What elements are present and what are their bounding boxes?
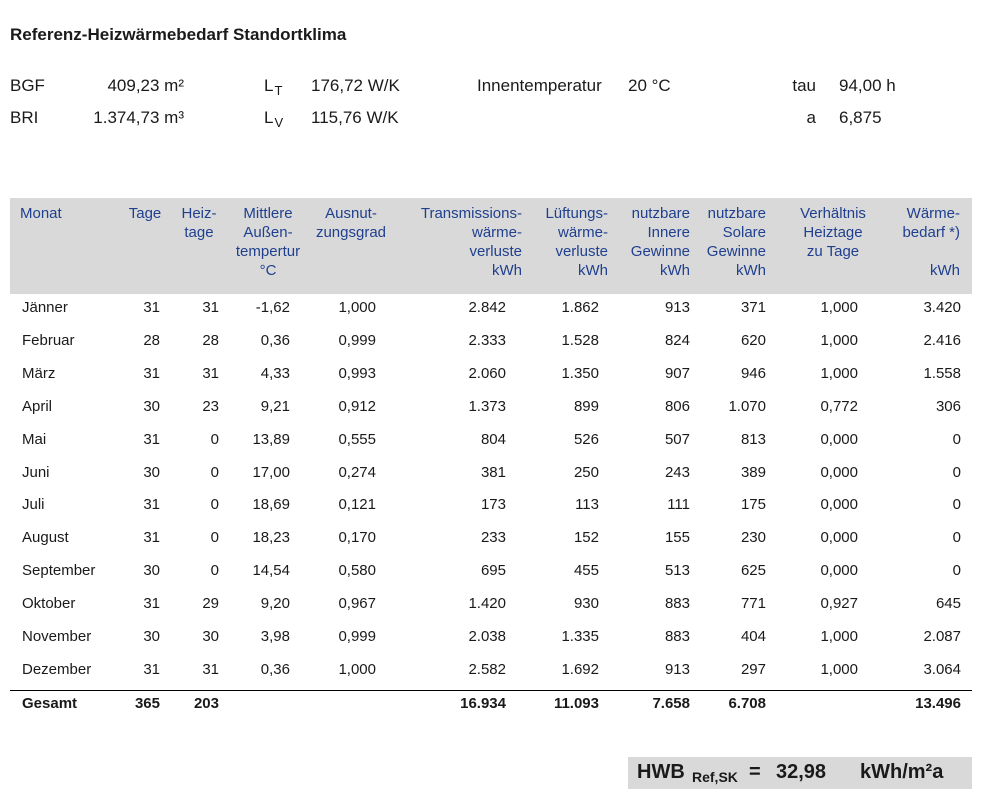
cell-transmission: 2.333	[468, 331, 506, 349]
cell-transmission: 2.060	[468, 364, 506, 382]
cell-lueftung: 1.335	[561, 628, 599, 645]
cell-lueftung: 152	[573, 529, 599, 547]
hwb-label: HWB	[637, 761, 685, 783]
cell-heiztage: 28	[202, 331, 219, 349]
cell-verhaeltnis: 0,000	[820, 562, 858, 580]
cell-ausnutzungsgrad: 0,121	[338, 496, 376, 514]
cell-verhaeltnis: 0,927	[820, 595, 858, 613]
cell-monat: Juni	[22, 463, 50, 481]
cell-ausnutzungsgrad: 0,912	[338, 397, 376, 415]
hwb-value: 32,98	[776, 761, 827, 783]
bgf-label: BGF	[10, 76, 45, 95]
cell-lueftung: 250	[573, 463, 599, 481]
bgf-value: 409,23 m²	[107, 76, 184, 95]
cell-solare-gewinne: 620	[740, 331, 766, 349]
cell-lueftung: 1.692	[561, 660, 599, 678]
column-header-waermebedarf: Wärme- bedarf *) kWh	[902, 205, 960, 279]
cell-tage: 31	[143, 529, 160, 547]
cell-lueftung: 1.528	[561, 331, 599, 349]
cell-solare-gewinne: 1.070	[728, 397, 766, 415]
cell-transmission: 1.373	[468, 397, 506, 415]
lt-label	[264, 76, 282, 96]
column-header-monat: Monat	[20, 205, 62, 222]
table-row	[10, 425, 972, 458]
cell-transmission: 2.038	[468, 628, 506, 645]
table-row	[10, 556, 972, 589]
cell-heiztage: 0	[210, 496, 219, 514]
cell-innere-gewinne: 507	[664, 430, 690, 448]
cell-aussentemperatur: 18,23	[252, 529, 290, 547]
cell-heiztage: 31	[202, 299, 219, 316]
innentemperatur-value: 20 °C	[628, 76, 671, 95]
cell-tage: 31	[143, 595, 160, 613]
table-row	[10, 655, 972, 688]
cell-aussentemperatur: 9,20	[260, 595, 290, 613]
bri-label: BRI	[10, 108, 39, 127]
cell-lueftung: 11.093	[553, 695, 599, 712]
cell-verhaeltnis: 0,000	[820, 463, 858, 481]
cell-waermebedarf: 0	[952, 496, 961, 514]
cell-heiztage: 0	[210, 430, 219, 448]
cell-transmission: 173	[480, 496, 506, 514]
cell-waermebedarf: 0	[952, 430, 961, 448]
cell-solare-gewinne: 771	[740, 595, 766, 613]
cell-ausnutzungsgrad: 0,999	[338, 628, 376, 645]
cell-waermebedarf: 306	[935, 397, 961, 415]
cell-waermebedarf: 3.064	[923, 660, 961, 678]
cell-heiztage: 203	[193, 695, 219, 712]
table-row	[10, 392, 972, 425]
hwb-summary	[628, 757, 972, 789]
cell-innere-gewinne: 883	[664, 595, 690, 613]
column-header-transmission: Transmissions- wärme- verluste kWh	[420, 205, 522, 279]
cell-lueftung: 1.350	[561, 364, 599, 382]
cell-tage: 31	[143, 299, 160, 316]
cell-solare-gewinne: 297	[740, 660, 766, 678]
cell-ausnutzungsgrad: 0,993	[338, 364, 376, 382]
cell-waermebedarf: 1.558	[923, 364, 961, 382]
cell-innere-gewinne: 806	[664, 397, 690, 415]
cell-aussentemperatur: 0,36	[260, 660, 290, 678]
cell-lueftung: 930	[573, 595, 599, 613]
hwb-equals: =	[749, 761, 761, 783]
cell-tage: 31	[143, 430, 160, 448]
cell-aussentemperatur: 0,36	[260, 331, 290, 349]
cell-monat: August	[22, 529, 69, 547]
cell-waermebedarf: 645	[935, 595, 961, 613]
cell-verhaeltnis: 1,000	[820, 331, 858, 349]
a-value: 6,875	[839, 108, 882, 127]
cell-aussentemperatur: -1,62	[255, 299, 290, 316]
cell-waermebedarf: 2.416	[923, 331, 961, 349]
cell-transmission: 2.842	[468, 299, 506, 316]
cell-verhaeltnis: 1,000	[820, 299, 858, 316]
cell-innere-gewinne: 907	[664, 364, 690, 382]
cell-verhaeltnis: 0,000	[820, 529, 858, 547]
column-header-innere-gewinne: nutzbare Innere Gewinne kWh	[630, 205, 690, 279]
cell-aussentemperatur: 18,69	[252, 496, 290, 514]
cell-lueftung: 526	[573, 430, 599, 448]
cell-transmission: 233	[480, 529, 506, 547]
cell-waermebedarf: 0	[952, 463, 961, 481]
cell-innere-gewinne: 155	[664, 529, 690, 547]
a-label: a	[806, 108, 816, 127]
cell-aussentemperatur: 13,89	[252, 430, 290, 448]
cell-monat: Februar	[22, 331, 75, 349]
column-header-aussentemperatur: Mittlere Außen- tempertur °C	[235, 205, 301, 279]
cell-tage: 28	[143, 331, 160, 349]
innentemperatur-label: Innentemperatur	[477, 76, 602, 95]
cell-transmission: 381	[480, 463, 506, 481]
cell-tage: 31	[143, 364, 160, 382]
cell-heiztage: 31	[202, 660, 219, 678]
cell-aussentemperatur: 17,00	[252, 463, 290, 481]
cell-verhaeltnis: 1,000	[820, 364, 858, 382]
table-row	[10, 326, 972, 359]
cell-waermebedarf: 13.496	[915, 695, 961, 712]
cell-tage: 31	[143, 496, 160, 514]
cell-ausnutzungsgrad: 0,555	[338, 430, 376, 448]
cell-innere-gewinne: 111	[667, 496, 690, 514]
cell-innere-gewinne: 824	[664, 331, 690, 349]
cell-ausnutzungsgrad: 0,967	[338, 595, 376, 613]
hwb-unit: kWh/m²a	[860, 761, 944, 783]
cell-monat: Mai	[22, 430, 47, 448]
cell-solare-gewinne: 946	[740, 364, 766, 382]
cell-solare-gewinne: 404	[740, 628, 766, 645]
cell-transmission: 695	[480, 562, 506, 580]
column-header-ausnutzungsgrad: Ausnut- zungsgrad	[315, 205, 387, 241]
cell-aussentemperatur: 9,21	[260, 397, 290, 415]
lt-label-sub: T	[274, 83, 283, 98]
table-row	[10, 589, 972, 622]
cell-heiztage: 0	[210, 562, 219, 580]
cell-ausnutzungsgrad: 0,274	[338, 463, 376, 481]
column-header-verhaeltnis: Verhältnis Heiztage zu Tage	[800, 205, 866, 260]
bri-value: 1.374,73 m³	[93, 108, 184, 127]
cell-lueftung: 899	[573, 397, 599, 415]
cell-monat: Oktober	[22, 595, 76, 613]
cell-monat: September	[22, 562, 96, 580]
cell-innere-gewinne: 913	[664, 660, 690, 678]
column-header-solare-gewinne: nutzbare Solare Gewinne kWh	[706, 205, 766, 279]
cell-aussentemperatur: 4,33	[260, 364, 290, 382]
table-row	[10, 490, 972, 523]
cell-ausnutzungsgrad: 1,000	[338, 660, 376, 678]
cell-lueftung: 1.862	[561, 299, 599, 316]
column-header-heiztage: Heiz- tage	[181, 205, 217, 241]
cell-innere-gewinne: 7.658	[652, 695, 690, 712]
cell-innere-gewinne: 243	[664, 463, 690, 481]
cell-monat: Juli	[22, 496, 45, 514]
cell-verhaeltnis: 1,000	[820, 628, 858, 645]
table-row	[10, 523, 972, 556]
column-header-tage: Tage	[128, 205, 162, 222]
cell-solare-gewinne: 625	[740, 562, 766, 580]
cell-heiztage: 29	[202, 595, 219, 613]
cell-lueftung: 113	[575, 496, 599, 514]
column-header-lueftung: Lüftungs- wärme- verluste kWh	[545, 205, 608, 279]
cell-monat: April	[22, 397, 53, 415]
tau-value: 94,00 h	[839, 76, 896, 95]
cell-tage: 31	[143, 660, 160, 678]
cell-solare-gewinne: 6.708	[728, 695, 766, 712]
table-row	[10, 458, 972, 491]
cell-tage: 30	[143, 628, 160, 645]
cell-solare-gewinne: 175	[740, 496, 766, 514]
cell-heiztage: 31	[202, 364, 219, 382]
cell-innere-gewinne: 913	[664, 299, 690, 316]
cell-tage: 365	[134, 695, 160, 712]
cell-waermebedarf: 2.087	[923, 628, 961, 645]
cell-ausnutzungsgrad: 0,999	[338, 331, 376, 349]
cell-tage: 30	[143, 463, 160, 481]
hwb-subscript: Ref,SK	[692, 769, 738, 785]
table-row	[10, 293, 972, 326]
cell-monat: Jänner	[22, 299, 68, 316]
cell-heiztage: 0	[210, 529, 219, 547]
cell-ausnutzungsgrad: 0,170	[338, 529, 376, 547]
cell-heiztage: 0	[210, 463, 219, 481]
cell-waermebedarf: 0	[952, 562, 961, 580]
lv-label	[264, 108, 283, 128]
cell-aussentemperatur: 3,98	[260, 628, 290, 645]
lv-value: 115,76 W/K	[311, 108, 399, 127]
total-row	[10, 689, 972, 722]
cell-monat: März	[22, 364, 56, 382]
cell-monat: Dezember	[22, 660, 92, 678]
cell-monat: Gesamt	[22, 695, 78, 712]
cell-ausnutzungsgrad: 1,000	[338, 299, 376, 316]
table-row	[10, 622, 972, 655]
cell-solare-gewinne: 230	[740, 529, 766, 547]
cell-ausnutzungsgrad: 0,580	[338, 562, 376, 580]
cell-verhaeltnis: 0,000	[820, 496, 858, 514]
cell-monat: November	[22, 628, 92, 645]
cell-verhaeltnis: 0,772	[820, 397, 858, 415]
cell-transmission: 804	[480, 430, 506, 448]
cell-lueftung: 455	[573, 562, 599, 580]
cell-verhaeltnis: 1,000	[820, 660, 858, 678]
table-row	[10, 359, 972, 392]
cell-innere-gewinne: 883	[664, 628, 690, 645]
cell-solare-gewinne: 371	[740, 299, 766, 316]
cell-verhaeltnis: 0,000	[820, 430, 858, 448]
cell-transmission: 16.934	[460, 695, 506, 712]
cell-aussentemperatur: 14,54	[252, 562, 290, 580]
cell-innere-gewinne: 513	[664, 562, 690, 580]
lv-label-sub: V	[274, 115, 284, 130]
lt-label-main: L	[264, 76, 274, 95]
cell-waermebedarf: 0	[952, 529, 961, 547]
cell-tage: 30	[143, 562, 160, 580]
cell-waermebedarf: 3.420	[923, 299, 961, 316]
cell-transmission: 2.582	[468, 660, 506, 678]
lt-value: 176,72 W/K	[311, 76, 400, 95]
page-title: Referenz-Heizwärmebedarf Standortklima	[10, 25, 347, 44]
cell-heiztage: 30	[202, 628, 219, 645]
tau-label: tau	[792, 76, 816, 95]
lv-label-main: L	[264, 108, 274, 127]
cell-tage: 30	[143, 397, 160, 415]
cell-solare-gewinne: 389	[740, 463, 766, 481]
cell-solare-gewinne: 813	[740, 430, 766, 448]
cell-heiztage: 23	[202, 397, 219, 415]
cell-transmission: 1.420	[468, 595, 506, 613]
